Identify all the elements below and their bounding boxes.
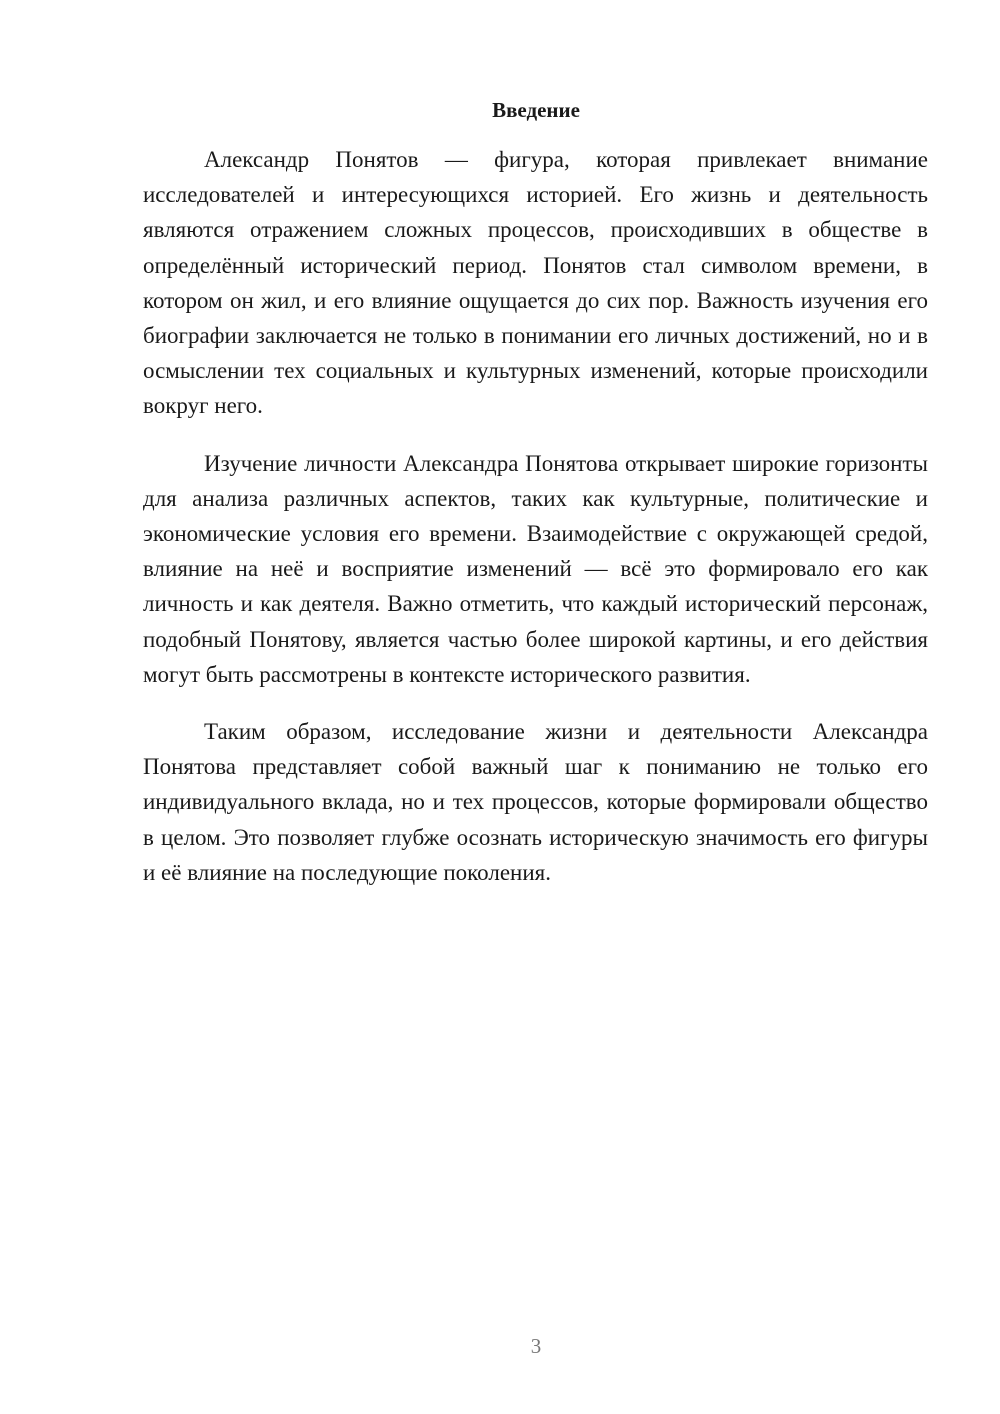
section-heading: Введение	[492, 98, 580, 122]
page-number: 3	[530, 1334, 542, 1358]
body-text	[143, 142, 928, 912]
paragraph-3: Таким образом, исследование жизни и деятельности Александра Понятова представляет собой важный шаг к пониманию не только его индивидуального вклада, но и тех процессов, которые формировали общество в целом. Это позволяет глубже осознать историческую значимость его фигуры и её влияние на последующие поколения.	[143, 719, 928, 885]
paragraph-1: Александр Понятов — фигура, которая привлекает внимание исследователей и интересующихся историей. Его жизнь и деятельность являются отражением сложных процессов, происходивших в обществе в определённый исторический период. Понятов стал символом времени, в котором он жил, и его влияние ощущается до сих пор. Важность изучения его биографии заключается не только в понимании его личных достижений, но и в осмыслении тех социальных и культурных изменений, которые происходили вокруг него.	[143, 147, 928, 419]
paragraph-2: Изучение личности Александра Понятова открывает широкие горизонты для анализа различных аспектов, таких как культурные, политические и экономические условия его времени. Взаимодействие с окружающей средой, влияние на неё и восприятие изменений — всё это формировало его как личность и как деятеля. Важно отметить, что каждый исторический персонаж, подобный Понятову, является частью более широкой картины, и его действия могут быть рассмотрены в контексте исторического развития.	[143, 450, 928, 687]
